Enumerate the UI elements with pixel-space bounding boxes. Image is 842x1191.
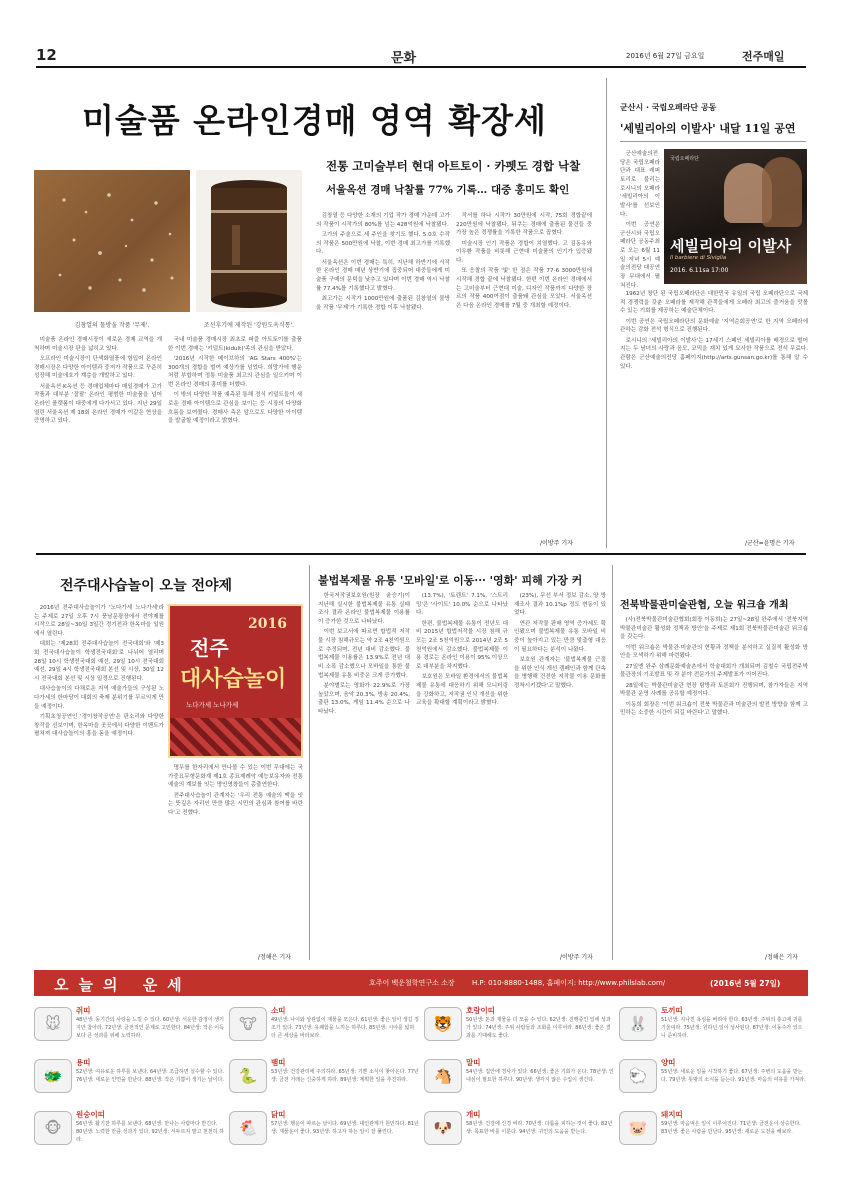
poster-main-text: 대사습놀이 [180,666,287,692]
daesaseup-poster [168,604,303,758]
opera-byline: /군산=윤명은 기자 [745,540,795,547]
paragraph: 미술품 온라인 경매시장이 새로운 경제 교역을 개척하며 미술시장 판을 넓히고 있다. [34,337,162,352]
main-headline: 미술품 온라인경매 영역 확장세 [82,101,547,140]
header-rule [36,66,806,68]
mid-rule [36,553,806,555]
divider-left [309,565,310,960]
zodiac-cell [34,1055,227,1103]
paragraph: 이번 보고서에 따르면 합법적 저작물 시장 침해규모는 약 2조 4천억원으로 추정되며, 전년 대비 감소했다. 불법복제물 이용률은 13.9%로 전년 대비 소폭 감소했으나 모바일을 통한 불법복제물 유통 비중은 크게 증가했다. [318,629,410,679]
zodiac-name: 돼지띠 [661,1110,683,1119]
zodiac-name: 쥐띠 [76,1006,91,1015]
paragraph: 최고가는 시작가 1000만원에 출품된 김창열의 물방울 작품 '무제'가 기록한 경합 이후 낙찰됐다. [316,295,450,311]
paragraph: 오프라인 미술시장이 단색화열풍에 힘입어 온라인 경매시장은 다양한 아이템과 중저가 작품으로 꾸준히 성장해 미술애호가 계층을 개발하고 있다. [34,355,162,380]
water-drops-artwork [34,170,190,312]
paragraph: 이번 공연은 군산시와 국립오페라단 공동주최로 오는 6월 11일 저녁 5시 예술의전당 대공연장 무대에서 펼쳐진다. [620,221,660,289]
zodiac-cell [229,1055,422,1103]
poster-title: 세빌리아의 이발사 [670,237,792,255]
horoscope-banner [34,970,808,996]
zodiac-name: 소띠 [271,1006,286,1015]
monkey-icon: 🐵 [34,1111,72,1145]
paragraph: 2016년 전주대사습놀이가 '노다가세 노나가세'라는 주제로 27일 오후 7시 풍남문광장에서 전야제를 시작으로 28일~30일 3일간 경기전과 한옥마을 일원에서 열린다. [34,605,164,637]
paragraph: (13.7%), '토렌트' 7.1%, '스트리밍'은 '사이트' 10.0% 순으로 나타났다. [416,593,508,617]
poster-date: 2016. 6.11sa 17:00 [670,267,729,274]
divider-right [612,565,613,960]
main-col-3 [316,212,450,546]
zodiac-fortune: 50년생: 돈과 재물을 더 모을 수 있다. 62년생: 진행중인 일에 성과가 있다. 74년생: 주위 사람들과 조화를 이루어라. 86년생: 좋은 결과를 기대해도 좋다. [466,1017,611,1039]
paragraph: 대회는 '제28회 전주대사습놀이 전국대회'와 '제3회 전국대사습놀이 학생전국대회'로 나뉘어 열리며 28일 10시 학생전국대회 예선, 29일 10시 전국대회 예선, 29일 4시 학생전국대회 본선 및 시상, 30일 12시 전국대회 본선 및 시상 일정으로 진행된다. [34,641,164,682]
paragraph: 전주대사습놀이 관계자는 '우리 전통 예술의 맥을 잇는 뜻깊은 자리인 만큼 많은 시민의 관심과 참여를 바란다'고 전했다. [168,792,303,816]
issue-date: 2016년 6월 27일 금요일 [626,52,705,60]
horoscope-grid [34,1003,808,1155]
museum-body [620,616,808,956]
main-subtitle-2: 서울옥션 경매 낙찰률 77% 기록… 대중 홍미도 확인 [326,184,570,196]
paragraph: 서울옥션·K옥션 등 경매업체마다 매일경매가 고가 작품과 대부분 '잘팔' 온라인 평범한 미술품을 넘어 온라인 플랫폼이 대중에게 다가서고 있다. 지난 29일 열린 서울옥션 제 18회 온라인 경매가 이같은 현상을 증명하고 있다. [34,383,162,425]
zodiac-fortune: 59년생: 마음먹은 일이 이루어진다. 71년생: 금전운이 상승한다. 83년생: 좋은 사람을 만난다. 95년생: 새로운 도전을 해보라. [661,1121,801,1135]
paragraph: 또 응찰의 작품 '빛' 한 점은 작품 77-6 3000만원에 시작해 경합 끝에 낙찰됐다. 한편 이번 온라인 경매에서는 고미술부터 근현대 미술, 디자인 작품까지 다양한 장르의 작품 400여점이 출품돼 관심을 모았다. 서울옥션은 다음 온라인 경매를 7월 중 개최할 예정이다. [456,268,592,309]
photo1-caption: 김창열의 물방울 작품 '무제'. [74,322,150,329]
poster-pattern [170,718,301,756]
opera-body-narrow [620,150,660,289]
zodiac-name: 양띠 [661,1058,676,1067]
paragraph: 1962년 창단 된 국립오페라단은 대한민국 유일의 국립 오페라단으로 국제적 경쟁력을 갖춘 오페라를 제작해 관객들에게 오페라 최고의 즐거움을 맛볼 수 있는 기회를 제공하는 예술단체이다. [620,291,808,315]
zodiac-name: 원숭이띠 [76,1110,105,1119]
zodiac-cell [34,1003,227,1051]
paragraph: 기획초청공연인 '경이창작공연'은 판소리와 다양한 창작을 선보이며, 한옥마을 곳곳에서 다양한 이벤트가 펼쳐져 대사습놀이의 흥을 돋울 예정이다. [34,713,164,738]
pirate-col-2 [416,592,508,960]
zodiac-fortune: 51년생: 지나친 욕심을 버려야 한다. 63년생: 주위의 충고에 귀를 기울여라. 75년생: 원하던 일이 성사된다. 87년생: 이동수가 있으니 준비하라. [661,1017,803,1039]
zodiac-cell [34,1107,227,1155]
zodiac-name: 닭띠 [271,1110,286,1119]
zodiac-cell [619,1003,808,1051]
paragraph: 미술시장 인기 작품은 경합이 치열했다. 고 김동유와 이우환 작품을 비롯해 근현대 미술품의 인기가 입증됐다. [456,240,592,264]
paragraph: 작서를 하나 시작가 30만원에 시작, 75회 경합끝에 220만원에 낙찰됐다. 뒤쿠는 경매에 출품된 물건들 중 가장 높은 경쟁률을 기록한 작품으로 꼽혔다. [456,213,592,237]
museum-byline: /정해은 기자 [765,954,798,961]
paragraph: 이동희 회장은 '이번 워크숍이 전북 박물관과 미술관의 발전 방향을 함께 고민하는 소중한 시간이 되길 바란다'고 말했다. [620,701,808,717]
daesaseup-col-2 [168,764,303,962]
zodiac-fortune: 49년생: 나이와 상관없이 재물을 모은다. 61년생: 좋은 일이 생길 징조가 있다. 73년생: 유쾌함을 느끼는 하루다. 85년생: 시야를 넓혀 더 큰 세상을 바라보라. [271,1017,419,1039]
zodiac-name: 뱀띠 [271,1058,286,1067]
paragraph: 보호원은 모바일 환경에서의 불법복제물 유통에 대응하기 위해 모니터링을 강화하고, 저작권 인식 개선을 위한 교육을 확대할 계획이라고 밝혔다. [416,674,508,707]
column-divider [606,78,607,548]
pirate-col-1 [318,592,410,960]
zodiac-cell [619,1055,808,1103]
zodiac-name: 호랑이띠 [466,1006,495,1015]
zodiac-name: 개띠 [466,1110,481,1119]
paragraph: (23%), 무선 부서 정보 감소, 양 방 재조사 결과 10.1%p 정도 변동이 있었다. [514,593,606,617]
dog-icon: 🐶 [424,1111,462,1145]
zodiac-fortune: 52년생: 여유로운 하루를 보낸다. 64년생: 조급하면 실수할 수 있다. 76년생: 새로운 인연을 만난다. 88년생: 작은 기쁨이 생기는 날이다. [76,1069,224,1083]
photo-kimchangyeol [34,170,190,312]
poster-figure-man [762,157,802,227]
paragraph: 국내 미술품 경매시장 최초로 퍼즐 아트토이를 출품한 이번 경매는 '키덜트(kidult)'족의 관심을 받았다. [168,337,302,352]
rabbit-icon: 🐰 [619,1007,657,1041]
paragraph: 한편, 불법복제물 유통이 전년도 대비 2015년 합법저작물 시장 침해 규모는 2조 5천억원으로 2014년 2조 5천억원에서 감소했다. 불법복제물 이용 경로는 온라인 이용이 95% 이상으로 대부분을 차지했다. [416,620,508,670]
pirate-headline: 불법복제물 유통 '모바일'로 이동··· '영화' 피해 가장 커 [318,574,583,587]
zodiac-fortune: 48년생: 동기간의 사랑을 느낄 수 있다. 60년생: 서운한 감정이 생기지만 참아라. 72년생: 금전적인 문제로 고민한다. 84년생: 작은 이득보다 큰 성과를 위해 노력하라. [76,1017,224,1039]
paragraph: 로시니의 '세빌리아의 이발사'는 17세기 스페인 세빌리아를 배경으로 벌어지는 두 남녀의 사랑과 음모, 코믹을 재치 있게 묘사한 작품으로 전석 무료다. 관람은 군산예술의전당 홈페이지(http://arts.gunsan.go.kr)를 통해 알 수 있다. [620,337,808,370]
horoscope-title: 오늘의 운세 [54,976,192,994]
photo2-caption: 조선후기에 제작된 '강원도옥식통'. [203,322,295,329]
paragraph: 서울옥션은 이번 경매는 특히, 지난해 하반기에 시작한 온라인 경매 매년 상반기에 집중되어 대중들에게 미술품 구매의 문턱을 낮추고 있다며 이번 경매 역시 낙찰률 77.4%를 기록했다고 밝혔다. [316,259,450,292]
poster-year: 2016 [248,616,287,632]
zodiac-fortune: 54년생: 집안에 경사가 있다. 66년생: 좋은 기회가 온다. 78년생: 인내심이 필요한 하루다. 90년생: 생각지 않은 수입이 생긴다. [466,1069,614,1083]
paragraph: 이번 워크숍은 박물관·미술관의 현황과 정책을 분석하고 실질적 활성화 방안을 모색하기 위해 마련됐다. [620,644,808,660]
zodiac-cell [424,1055,617,1103]
paragraph: 고가의 주술으로 세 주인을 찾기도 했다. 5.0호 수작의 작품은 500만원에 낙찰, 이번 경매 최고가를 기록했다. [316,231,450,256]
paragraph: 이번 공연은 국립오페라단의 문화예술 '지역순회공연'로 한 지역 오페라에 관하는 감화 전석 형식으로 진행된다. [620,318,808,334]
horoscope-contact: H.P: 010-8880-1488, 홈페이지: http://www.philslab.com/ [472,979,666,987]
section-name: 문화 [391,51,417,66]
zodiac-name: 용띠 [76,1058,91,1067]
paragraph: 군산예술의전당은 국립오페라단과 대표 레퍼토리로 불리는 로시니의 오페라 '세빌리아의 이발사'를 선보인다. [620,151,660,218]
rooster-icon: 🐔 [229,1111,267,1145]
paragraph: 이 밖의 다양한 작품 예측된 통해 정식 키덜트들이 새로운 경매 아이템으로 관심을 보이는 등 시장의 다양화 흐름을 보여줬다. 경매사 측은 앞으로도 다양한 아이템을 발굴할 예정이라고 밝혔다. [168,392,302,425]
zodiac-cell [424,1003,617,1051]
opera-title-rule [620,141,806,142]
daesaseup-headline: 전주대사습놀이 오늘 전야제 [60,578,233,594]
rat-icon: 🐭 [34,1007,72,1041]
main-byline: /이방주 기자 [540,540,573,547]
museum-headline: 전북박물관미술관협, 오늘 워크숍 개최 [620,600,789,611]
poster-subtitle: Il barbiere di Siviglia [670,255,727,261]
zodiac-cell [229,1107,422,1155]
sheep-icon: 🐑 [619,1059,657,1093]
zodiac-name: 말띠 [466,1058,481,1067]
wooden-chest-artwork [196,170,302,312]
zodiac-fortune: 53년생: 건강관리에 주의하라. 65년생: 기쁜 소식이 찾아온다. 77년생: 금전 거래는 신중하게 하라. 89년생: 계획한 일을 추진하라. [271,1069,419,1083]
horoscope-author: 호주이 백운철학연구소 소장 [369,979,455,987]
paragraph: 보호원 관계자는 '불법복제물 근절을 위한 인식 개선 캠페인과 함께 단속을 병행해 건전한 저작물 이용 문화를 정착시키겠다'고 말했다. [514,656,606,689]
poster-label: 국립오페라단 [670,156,699,162]
poster-subtext: 노다가세 노나가세 [186,701,239,709]
main-col-4 [456,212,592,536]
paragraph: 연관 저작물 판매 영역 증가세도 확인됐으며 불법복제물 유통 모바일 비중이 높아지고 있는 만큼 맞춤형 대응이 필요하다는 분석이 나왔다. [514,620,606,653]
pirate-byline: /이방주 기자 [560,954,593,961]
tiger-icon: 🐯 [424,1007,462,1041]
paragraph: (사)전북박물관미술관협회(회장 이동희)는 27일~28일 완주에서 '전북지역 박물관미술관 활성화 정책과 방안'을 주제로 제1회 전북박물관미술관 워크숍을 갖는다. [620,617,808,641]
zodiac-cell [424,1107,617,1155]
pirate-col-3 [514,592,606,960]
page-number: 12 [36,46,57,64]
paragraph: 한국저작권보호원(원장 윤승기)이 지난해 실시한 불법복제물 유통 실태 조사 결과 온라인 불법복제물 이용률이 증가한 것으로 나타났다. [318,593,410,625]
poster-top-text: 전주 [190,636,229,660]
zodiac-cell [229,1003,422,1051]
zodiac-cell [619,1107,808,1155]
paragraph: 대사습놀이의 다채로운 지역 예술가들의 구성된 노다가세의 한마당이 대회의 축제 분위기를 무르익게 만들 예정이다. [34,686,164,710]
zodiac-name: 토끼띠 [661,1006,683,1015]
zodiac-fortune: 58년생: 건강에 신경 써라. 70년생: 다툼을 피하는 것이 좋다. 82년생: 목표한 바를 이룬다. 94년생: 귀인의 도움을 받는다. [466,1121,613,1135]
paragraph: 28일에는 박물관미술관 현장 탐방과 토론회가 진행되며, 참가자들은 지역 박물관 운영 사례를 공유할 예정이다. [620,682,808,698]
dragon-icon: 🐲 [34,1059,72,1093]
daesaseup-col-1 [34,604,164,962]
zodiac-fortune: 57년생: 행운이 따르는 날이다. 69년생: 대인관계가 원만하다. 81년생: 재물운이 좋다. 93년생: 하고자 하는 일이 잘 풀린다. [271,1121,419,1135]
main-col-2 [168,336,302,546]
opera-headline: '세빌리아의 이발사' 내달 11일 공연 [620,122,796,135]
opera-poster [664,149,807,284]
paragraph: 김창열 등 다양한 소재의 기업 작가 경매 가운데 고가의 작품이 시작가의 80%를 넘는 428억원에 낙찰됐다. [316,213,450,228]
photo-riceknife-chest [196,170,302,312]
zodiac-fortune: 56년생: 활기찬 하루를 보낸다. 68년생: 만나는 사람마다 반긴다. 80년생: 노력한 만큼 성과가 있다. 92년생: 서두르지 말고 천천히 하라. [76,1121,224,1143]
main-subtitle-1: 전통 고미술부터 현대 아트토이 · 카펫도 경합 낙찰 [326,159,581,173]
ox-icon: 🐮 [229,1007,267,1041]
opera-kicker: 군산시 · 국립오페라단 공동 [620,103,717,112]
horse-icon: 🐴 [424,1059,462,1093]
horoscope-date: (2016년 5월 27일) [710,979,781,988]
main-col-1 [34,336,162,546]
paragraph: 27일엔 완주 삼례문화예술촌에서 학술대회가 개최되며 김철수 국립전주박물관장의 기조발표 및 각 분야 전문가의 주제발표가 이어진다. [620,663,808,679]
paragraph: 분야별로는 영화가 22.9%로 가장 높았으며, 음악 20.3%, 방송 20.4%, 출판 13.0%, 게임 11.4% 순으로 나타났다. [318,682,410,715]
pig-icon: 🐷 [619,1111,657,1145]
snake-icon: 🐍 [229,1059,267,1093]
zodiac-fortune: 55년생: 새로운 일을 시작하기 좋다. 67년생: 주변의 도움을 받는다. 79년생: 뜻밖의 소식을 듣는다. 91년생: 마음의 여유를 가져라. [661,1069,806,1083]
opera-body-wide [620,290,808,535]
newspaper-name: 전주매일 [742,50,785,63]
page-header [36,46,806,66]
paragraph: 명무를 한자리에서 만나볼 수 있는 이번 무대에는 국가중요무형문화재 제1호 종묘제례악 예능보유자와 전통예술의 계보를 잇는 명인명창들이 총출연한다. [168,765,303,789]
paragraph: '2016년 시작한 메이브하의 'AG Stars 400%'는 300개의 경합을 벌여 예상가를 넘었다. 희망가에 행운처럼 부합하며 정통 미술품 최고의 관심을 일으키며 이번 온라인 경매의 흥미를 더했다. [168,355,302,388]
daesaseup-byline: /정해은 기자 [258,954,291,961]
